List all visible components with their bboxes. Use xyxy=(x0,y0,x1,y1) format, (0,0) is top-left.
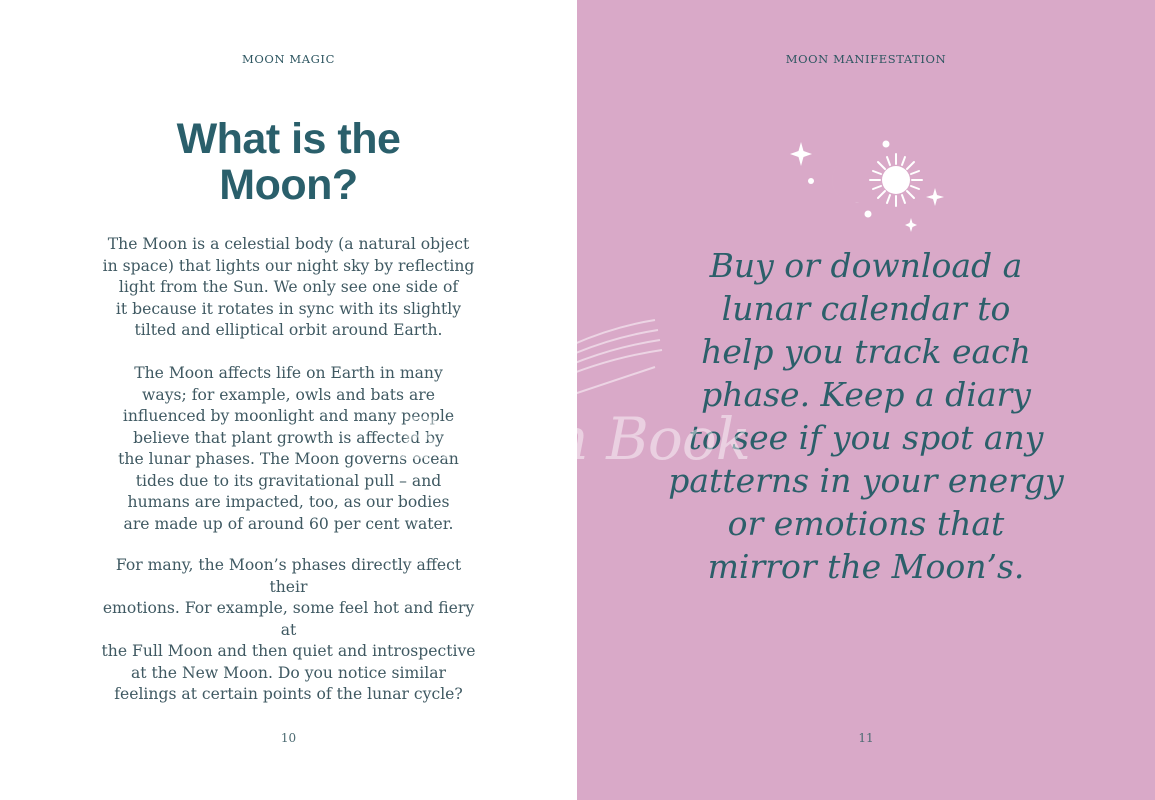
text-line: are made up of around 60 per cent water. xyxy=(123,514,454,533)
watermark-text: British Book xyxy=(398,405,750,473)
dot-icon xyxy=(808,178,814,184)
quote-line: Buy or download a xyxy=(709,246,1023,285)
text-line: The Moon affects life on Earth in many xyxy=(134,364,443,382)
text-line: emotions. For example, some feel hot and fiery at xyxy=(102,599,475,639)
quote-line: or emotions that xyxy=(727,504,1005,543)
sparkle-icon xyxy=(926,188,944,206)
crescent-moon-icon xyxy=(832,160,866,203)
page-title-line-2: Moon? xyxy=(219,161,358,209)
text-line: it because it rotates in sync with its slightly xyxy=(115,299,462,318)
quote-line: lunar calendar to xyxy=(721,289,1011,328)
page-title-line-1: What is the xyxy=(176,115,401,163)
quote-line: mirror the Moon’s. xyxy=(707,547,1025,586)
text-line: tilted and elliptical orbit around Earth. xyxy=(134,321,443,339)
text-line: the Full Moon and then quiet and introspective xyxy=(101,642,476,660)
body-paragraph-2 xyxy=(95,363,482,535)
sparkle-icon xyxy=(790,142,812,166)
page-title xyxy=(0,116,577,208)
text-line: at the New Moon. Do you notice similar xyxy=(130,663,447,682)
body-paragraph-1 xyxy=(95,234,482,342)
text-line: humans are impacted, too, as our bodies xyxy=(127,493,450,511)
dot-icon xyxy=(883,141,890,148)
quote-line: to see if you spot any xyxy=(688,418,1044,457)
left-page xyxy=(0,0,577,800)
running-head-right: MOON MANIFESTATION xyxy=(785,52,947,66)
text-line: For many, the Moon’s phases directly affect their xyxy=(115,556,462,596)
text-line: in space) that lights our night sky by reflecting xyxy=(102,256,475,275)
sparkle-icon xyxy=(905,218,917,232)
page-number-left: 10 xyxy=(280,731,297,745)
text-line: ways; for example, owls and bats are xyxy=(142,385,435,404)
quote-line: help you track each xyxy=(701,332,1031,371)
text-line: feelings at certain points of the lunar cycle? xyxy=(114,685,463,703)
body-paragraph-3 xyxy=(95,555,482,706)
text-line: The Moon is a celestial body (a natural object xyxy=(107,235,470,253)
quote-line: phase. Keep a diary xyxy=(701,375,1031,414)
moon-sun-stars-icon xyxy=(784,134,954,238)
dot-icon xyxy=(865,211,872,218)
text-line: believe that plant growth is affected by xyxy=(133,428,444,447)
running-head-left: MOON MAGIC xyxy=(242,52,335,66)
right-page xyxy=(577,0,1155,800)
text-line: the lunar phases. The Moon governs ocean xyxy=(118,450,459,468)
text-line: tides due to its gravitational pull – and xyxy=(135,471,442,490)
text-line: light from the Sun. We only see one side of xyxy=(118,278,459,296)
page-number-right: 11 xyxy=(858,731,874,745)
quote-line: patterns in your energy xyxy=(668,461,1064,500)
text-line: influenced by moonlight and many people xyxy=(122,407,455,425)
sun-icon xyxy=(870,154,922,206)
quote-text xyxy=(577,244,1155,588)
